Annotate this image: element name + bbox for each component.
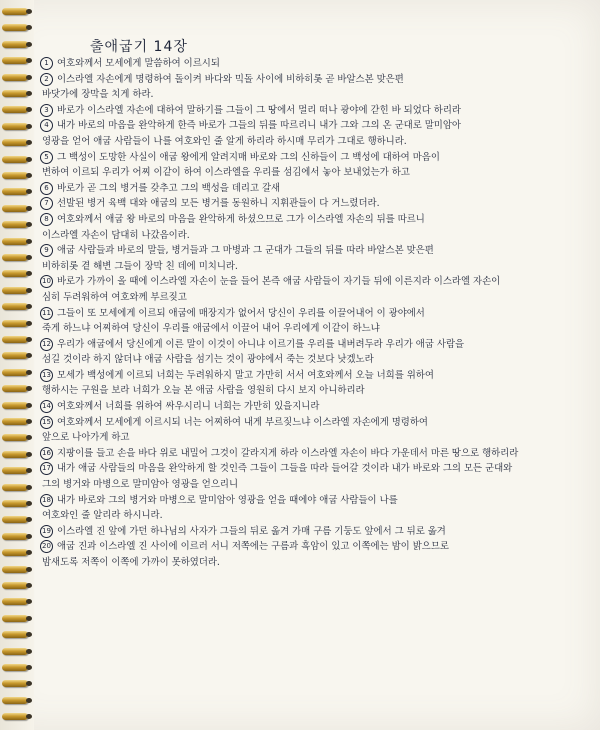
verse-number: 5: [40, 151, 53, 164]
verse-text: 애굽 사람들과 바로의 말들, 병거들과 그 마병과 그 군대가 그들의 뒤를 따라 바알스본 맞은편: [57, 245, 434, 257]
binding-ring: [2, 631, 28, 638]
binding-ring: [2, 238, 28, 245]
verse-text: 죽게 하느냐 어찌하여 당신이 우리를 애굽에서 이끌어 내어 우리에게 이같이 하느냐: [42, 323, 380, 335]
binding-ring: [2, 320, 28, 327]
binding-ring: [2, 434, 28, 441]
verse-line: [40, 87, 588, 103]
verse: [40, 118, 588, 149]
verse: [40, 212, 588, 243]
verse-line: [40, 150, 588, 166]
verse-text: 내가 바로의 마음을 완악하게 한즉 바로가 그들의 뒤를 따르리니 내가 그와 그의 온 군대로 말미암아: [57, 120, 461, 132]
verse-number: 2: [40, 73, 53, 86]
verse-number: 12: [40, 338, 53, 351]
verse-line: [40, 383, 588, 399]
binding-ring: [2, 500, 28, 507]
verse-text: 애굽 진과 이스라엘 진 사이에 이르러 서니 저쪽에는 구름과 흑암이 있고 이쪽에는 밤이 밝으므로: [57, 541, 449, 553]
binding-ring: [2, 254, 28, 261]
verse-number: 1: [40, 57, 53, 70]
binding-ring: [2, 582, 28, 589]
binding-ring: [2, 369, 28, 376]
verse: [40, 150, 588, 181]
verse-line: [40, 555, 588, 571]
verse-line: [40, 274, 588, 290]
verse-number: 4: [40, 119, 53, 132]
verse-number: 7: [40, 197, 53, 210]
verse-line: [40, 118, 588, 134]
verse-line: [40, 56, 588, 72]
verse-line: [40, 352, 588, 368]
verse-line: [40, 415, 588, 431]
verse: [40, 196, 588, 212]
binding-ring: [2, 697, 28, 704]
binding-ring: [2, 41, 28, 48]
verse-number: 19: [40, 525, 53, 538]
verse-text: 여호와인 줄 알리라 하시니라.: [42, 510, 163, 522]
binding-ring: [2, 352, 28, 359]
verse-text: 선발된 병거 육백 대와 애굽의 모든 병거를 동원하니 지휘관들이 다 거느렸더라.: [57, 198, 380, 210]
binding-ring: [2, 303, 28, 310]
verse: [40, 103, 588, 119]
verse-text: 행하시는 구원을 보라 너희가 오늘 본 애굽 사람을 영원히 다시 보지 아니하리라: [42, 385, 365, 397]
verse-text: 이스라엘 자손에게 명령하여 돌이켜 바다와 믹돌 사이에 비하히롯 곧 바알스본 맞은편: [57, 73, 404, 85]
binding-ring: [2, 598, 28, 605]
verse: [40, 524, 588, 540]
verse-text: 그들이 또 모세에게 이르되 애굽에 매장지가 없어서 당신이 우리를 이끌어내어 이 광야에서: [57, 307, 425, 319]
verse: [40, 415, 588, 446]
binding-ring: [2, 139, 28, 146]
verse: [40, 337, 588, 368]
binding-ring: [2, 205, 28, 212]
verse-number: 10: [40, 275, 53, 288]
binding-ring: [2, 664, 28, 671]
binding-ring: [2, 336, 28, 343]
verse-text: 이스라엘 자손이 담대히 나갔음이라.: [42, 229, 190, 241]
verse-line: [40, 72, 588, 88]
verse-text: 앞으로 나아가게 하고: [42, 432, 130, 444]
binding-ring: [2, 287, 28, 294]
verse-line: [40, 259, 588, 275]
verse-line: [40, 321, 588, 337]
verse-number: 15: [40, 416, 53, 429]
page-title: 출애굽기 14장: [90, 39, 188, 55]
verse-text: 비하히롯 곁 해변 그들이 장막 친 데에 미치니라.: [42, 260, 238, 272]
verse-text: 여호와께서 애굽 왕 바로의 마음을 완악하게 하셨으므로 그가 이스라엘 자손의 뒤를 따르니: [57, 213, 425, 225]
verse-text: 바로가 가까이 올 때에 이스라엘 자손이 눈을 들어 본즉 애굽 사람들이 자기들 뒤에 이른지라 이스라엘 자손이: [57, 276, 501, 288]
binding-ring: [2, 156, 28, 163]
verse: [40, 461, 588, 492]
verse-line: [40, 430, 588, 446]
verse-line: [40, 196, 588, 212]
verse: [40, 306, 588, 337]
verse-number: 16: [40, 447, 53, 460]
verse-line: [40, 337, 588, 353]
verse-text: 바로가 곧 그의 병거를 갖추고 그의 백성을 데리고 갈새: [57, 182, 281, 194]
verse-text: 모세가 백성에게 이르되 너희는 두려워하지 말고 가만히 서서 여호와께서 오늘 너희를 위하여: [57, 369, 434, 381]
verse-text: 여호와께서 너희를 위하여 싸우시리니 너희는 가만히 있을지니라: [57, 401, 320, 413]
binding-ring: [2, 680, 28, 687]
binding-ring: [2, 123, 28, 130]
verse: [40, 181, 588, 197]
binding-ring: [2, 90, 28, 97]
verse-line: [40, 368, 588, 384]
verse-text: 이스라엘 진 앞에 가던 하나님의 사자가 그들의 뒤로 옮겨 가매 구름 기둥도 앞에서 그 뒤로 옮겨: [57, 525, 446, 537]
verse-text: 바닷가에 장막을 치게 하라.: [42, 89, 154, 101]
verse-number: 18: [40, 494, 53, 507]
verse-text: 섬길 것이라 하지 않더냐 애굽 사람을 섬기는 것이 광야에서 죽는 것보다 낫겠노라: [42, 354, 374, 366]
verse: [40, 72, 588, 103]
verse-line: [40, 524, 588, 540]
binding-ring: [2, 566, 28, 573]
verse-text: 내가 애굽 사람들의 마음을 완악하게 할 것인즉 그들이 그들을 따라 들어갈 것이라 내가 바로와 그의 모든 군대와: [57, 463, 513, 475]
verse-text: 바로가 이스라엘 자손에 대하여 말하기를 그들이 그 땅에서 멀리 떠나 광야에 갇힌 바 되었다 하리라: [57, 104, 461, 116]
binding-ring: [2, 648, 28, 655]
verse-line: [40, 508, 588, 524]
verse-line: [40, 290, 588, 306]
binding-ring: [2, 24, 28, 31]
binding-ring: [2, 615, 28, 622]
binding-ring: [2, 467, 28, 474]
verse: [40, 368, 588, 399]
verse-line: [40, 477, 588, 493]
verse-number: 13: [40, 369, 53, 382]
verse-line: [40, 306, 588, 322]
verse-line: [40, 181, 588, 197]
spiral-binding: [0, 0, 34, 730]
verse-line: [40, 493, 588, 509]
binding-ring: [2, 270, 28, 277]
binding-ring: [2, 549, 28, 556]
verse-text: 영광을 얻어 애굽 사람들이 나를 여호와인 줄 알게 하리라 하시매 무리가 그대로 행하니라.: [42, 135, 407, 147]
verse-text: 내가 바로와 그의 병거와 마병으로 말미암아 영광을 얻을 때에야 애굽 사람들이 나를: [57, 494, 398, 506]
binding-ring: [2, 188, 28, 195]
binding-ring: [2, 713, 28, 720]
verse-number: 3: [40, 104, 53, 117]
verse: [40, 243, 588, 274]
binding-ring: [2, 172, 28, 179]
verse-number: 9: [40, 244, 53, 257]
verse-line: [40, 461, 588, 477]
verse: [40, 56, 588, 72]
verse: [40, 539, 588, 570]
verse-number: 17: [40, 462, 53, 475]
binding-ring: [2, 533, 28, 540]
verse-text: 여호와께서 모세에게 말씀하여 이르시되: [57, 58, 220, 69]
verse-number: 11: [40, 307, 53, 320]
verse-line: [40, 228, 588, 244]
verse-line: [40, 103, 588, 119]
verse-number: 20: [40, 540, 53, 553]
verse-number: 8: [40, 213, 53, 226]
verse-number: 6: [40, 182, 53, 195]
binding-ring: [2, 221, 28, 228]
verse-line: [40, 134, 588, 150]
verse-text: 심히 두려워하여 여호와께 부르짖고: [42, 291, 187, 303]
binding-ring: [2, 106, 28, 113]
verse-number: 14: [40, 400, 53, 413]
verse-text: 그 백성이 도망한 사실이 애굽 왕에게 알려지매 바로와 그의 신하들이 그 백성에 대하여 마음이: [57, 151, 440, 163]
binding-ring: [2, 8, 28, 15]
verse-text: 밤새도록 저쪽이 이쪽에 가까이 못하였더라.: [42, 557, 220, 568]
verse-text: 변하여 이르되 우리가 어찌 이같이 하여 이스라엘을 우리를 섬김에서 놓아 보내었는가 하고: [42, 167, 410, 179]
binding-ring: [2, 451, 28, 458]
binding-ring: [2, 385, 28, 392]
verse: [40, 493, 588, 524]
verse-text: 우리가 애굽에서 당신에게 이른 말이 이것이 아니냐 이르기를 우리를 내버려두라 우리가 애굽 사람을: [57, 338, 465, 350]
verse-text: 여호와께서 모세에게 이르시되 너는 어찌하여 내게 부르짖느냐 이스라엘 자손에게 명령하여: [57, 416, 428, 428]
verse-line: [40, 539, 588, 555]
verse-line: [40, 446, 588, 462]
binding-ring: [2, 516, 28, 523]
verse-line: [40, 243, 588, 259]
binding-ring: [2, 57, 28, 64]
verse: [40, 446, 588, 462]
verse: [40, 274, 588, 305]
binding-ring: [2, 74, 28, 81]
binding-ring: [2, 484, 28, 491]
verse-line: [40, 165, 588, 181]
verse-line: [40, 212, 588, 228]
verse: [40, 399, 588, 415]
verse-list: [40, 56, 588, 571]
verse-text: 지팡이를 들고 손을 바다 위로 내밀어 그것이 갈라지게 하라 이스라엘 자손이 바다 가운데서 마른 땅으로 행하리라: [57, 447, 519, 459]
verse-text: 그의 병거와 마병으로 말미암아 영광을 얻으리니: [42, 479, 239, 491]
binding-ring: [2, 418, 28, 425]
verse-line: [40, 399, 588, 415]
binding-ring: [2, 402, 28, 409]
